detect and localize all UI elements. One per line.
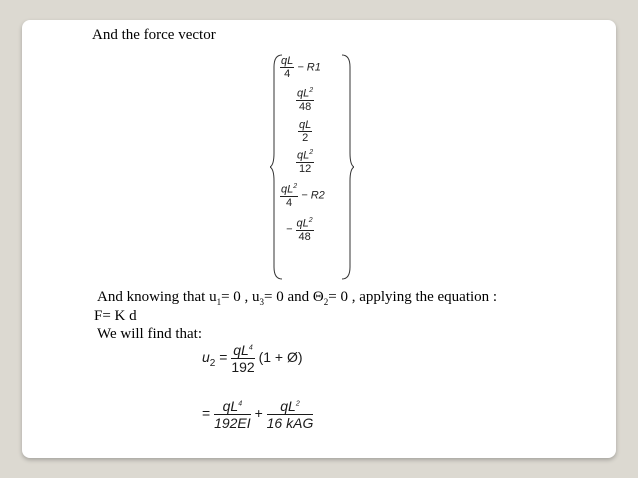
force-vector bbox=[270, 53, 354, 281]
left-brace-icon bbox=[270, 53, 284, 281]
intro-text: And the force vector bbox=[92, 27, 216, 43]
slide bbox=[22, 20, 616, 458]
vector-entry-3: $\frac{qL}{2}$ bbox=[299, 119, 312, 144]
right-brace-icon bbox=[340, 53, 354, 281]
expanded-equation: = $\frac{qL^4}{192EI}$ + $\frac{qL^2}{\text{16 kAG}}$ bbox=[202, 398, 314, 431]
vector-entry-5: $\frac{qL^2}{4}$ − R2 bbox=[281, 183, 325, 209]
knowing-text: And knowing that $u_1= 0$ , $u_3= 0$ and $\Theta_2= 0$ , applying the equation : bbox=[97, 289, 498, 307]
vector-entry-6: − $\frac{qL^2}{48}$ bbox=[286, 217, 313, 243]
find-text: We will find that: bbox=[97, 326, 203, 342]
vector-entry-4: $\frac{qL^2}{12}$ bbox=[297, 149, 314, 175]
equation-text: F= K d bbox=[94, 308, 137, 324]
vector-entry-2: $\frac{qL^2}{48}$ bbox=[297, 87, 314, 113]
u2-equation: $u_2$ = $\frac{qL^4}{192}$ (1 + Ø) bbox=[202, 342, 303, 375]
vector-entry-1: $\frac{qL}{4}$ − R1 bbox=[281, 55, 321, 80]
